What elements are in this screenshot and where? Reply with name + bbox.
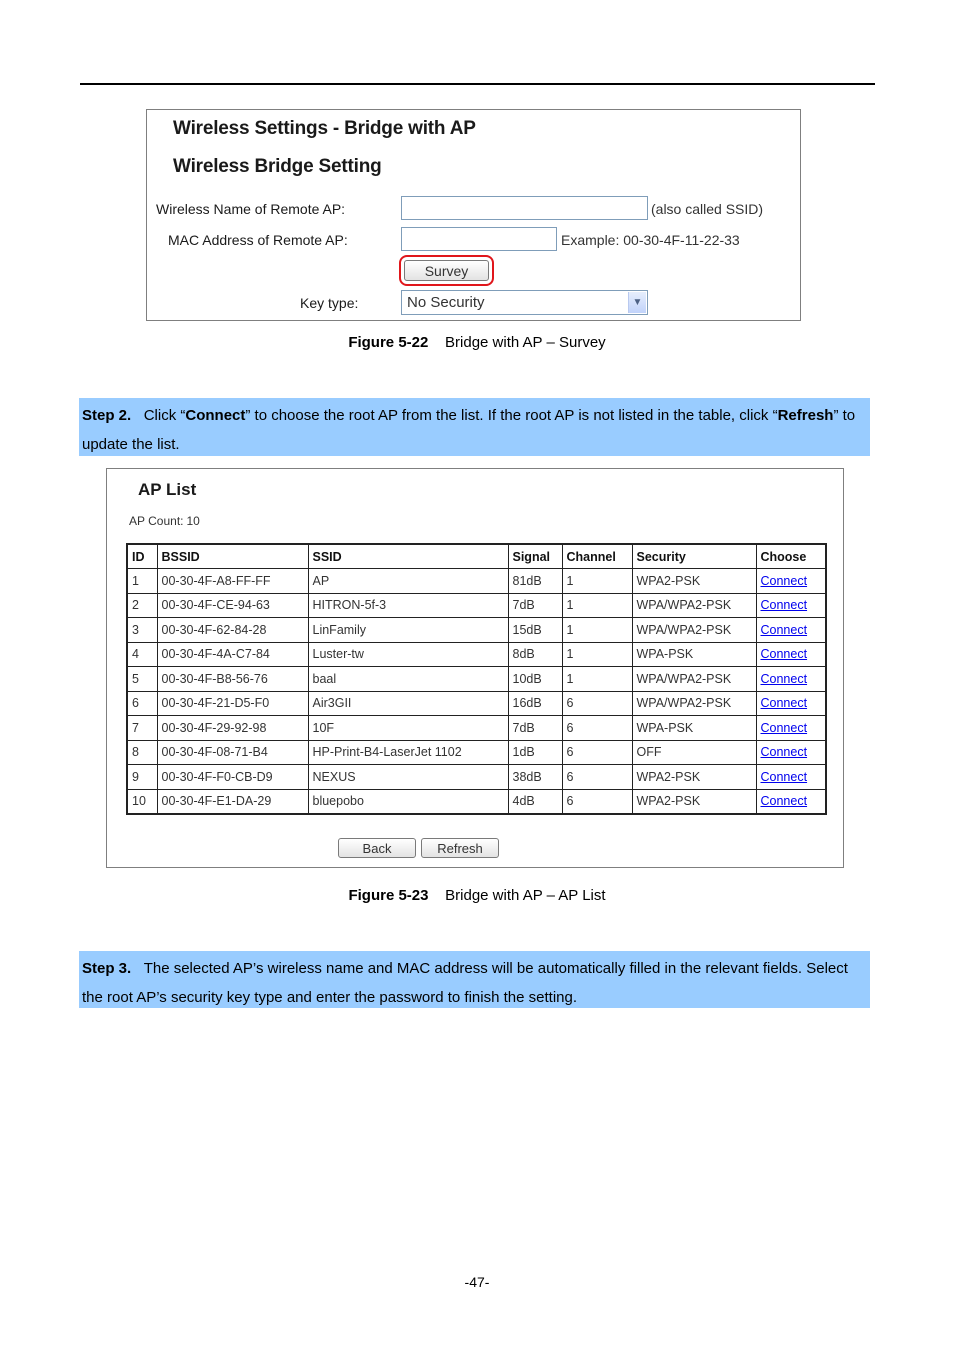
cell-id: 9 bbox=[127, 765, 157, 790]
cell-id: 2 bbox=[127, 593, 157, 618]
ap-table bbox=[126, 543, 827, 815]
cell-choose bbox=[756, 667, 826, 692]
cell-bssid: 00-30-4F-4A-C7-84 bbox=[157, 642, 308, 667]
step-text: Click “ bbox=[143, 407, 186, 424]
caption-text: Bridge with AP – Survey bbox=[445, 334, 606, 351]
cell-signal: 81dB bbox=[508, 569, 562, 594]
step-2-box bbox=[79, 398, 870, 456]
mac-label: MAC Address of Remote AP: bbox=[168, 232, 348, 248]
cell-id: 8 bbox=[127, 740, 157, 765]
connect-link[interactable]: Connect bbox=[760, 720, 808, 735]
cell-security: WPA2-PSK bbox=[632, 569, 756, 594]
cell-bssid: 00-30-4F-62-84-28 bbox=[157, 618, 308, 643]
cell-channel: 6 bbox=[562, 691, 632, 716]
cell-security: WPA/WPA2-PSK bbox=[632, 691, 756, 716]
cell-security: OFF bbox=[632, 740, 756, 765]
cell-channel: 6 bbox=[562, 716, 632, 741]
keytype-select[interactable] bbox=[401, 290, 648, 315]
cell-choose bbox=[756, 618, 826, 643]
col-id-header: ID bbox=[127, 544, 157, 569]
panel-title: Wireless Settings - Bridge with AP bbox=[173, 118, 476, 139]
page-number: -47- bbox=[464, 1274, 490, 1290]
step-text: ” to choose the root AP from the list. If the root AP is not listed in the table, click “ bbox=[245, 407, 778, 424]
caption-text: Bridge with AP – AP List bbox=[445, 887, 606, 904]
table-row bbox=[127, 716, 826, 741]
cell-bssid: 00-30-4F-08-71-B4 bbox=[157, 740, 308, 765]
cell-security: WPA2-PSK bbox=[632, 765, 756, 790]
table-row bbox=[127, 765, 826, 790]
cell-ssid: LinFamily bbox=[308, 618, 508, 643]
mac-input[interactable] bbox=[401, 227, 557, 251]
table-header-row bbox=[127, 544, 826, 569]
cell-id: 5 bbox=[127, 667, 157, 692]
ap-count bbox=[129, 514, 200, 528]
cell-channel: 1 bbox=[562, 569, 632, 594]
cell-security: WPA-PSK bbox=[632, 642, 756, 667]
cell-security: WPA2-PSK bbox=[632, 789, 756, 814]
cell-id: 6 bbox=[127, 691, 157, 716]
step-text: ” to update the list. bbox=[82, 407, 856, 453]
connect-link[interactable]: Connect bbox=[760, 671, 808, 686]
cell-signal: 38dB bbox=[508, 765, 562, 790]
cell-bssid: 00-30-4F-A8-FF-FF bbox=[157, 569, 308, 594]
table-row bbox=[127, 667, 826, 692]
cell-channel: 6 bbox=[562, 740, 632, 765]
ap-count-label: AP Count: bbox=[129, 514, 184, 528]
cell-id: 7 bbox=[127, 716, 157, 741]
cell-signal: 7dB bbox=[508, 593, 562, 618]
step-emphasis-refresh: Refresh bbox=[777, 407, 834, 424]
cell-signal: 15dB bbox=[508, 618, 562, 643]
cell-channel: 6 bbox=[562, 789, 632, 814]
cell-choose bbox=[756, 765, 826, 790]
cell-bssid: 00-30-4F-21-D5-F0 bbox=[157, 691, 308, 716]
cell-channel: 1 bbox=[562, 667, 632, 692]
col-security-header: Security bbox=[632, 544, 756, 569]
connect-link[interactable]: Connect bbox=[760, 794, 808, 808]
cell-choose bbox=[756, 593, 826, 618]
cell-bssid: 00-30-4F-CE-94-63 bbox=[157, 593, 308, 618]
cell-bssid: 00-30-4F-F0-CB-D9 bbox=[157, 765, 308, 790]
table-row bbox=[127, 642, 826, 667]
cell-signal: 16dB bbox=[508, 691, 562, 716]
refresh-button[interactable]: Refresh bbox=[421, 838, 499, 858]
keytype-label: Key type: bbox=[300, 295, 359, 311]
connect-link[interactable]: Connect bbox=[760, 745, 808, 760]
cell-id: 1 bbox=[127, 569, 157, 594]
cell-signal: 1dB bbox=[508, 740, 562, 765]
cell-bssid: 00-30-4F-29-92-98 bbox=[157, 716, 308, 741]
cell-ssid: AP bbox=[308, 569, 508, 594]
connect-link[interactable]: Connect bbox=[760, 647, 808, 662]
cell-choose bbox=[756, 740, 826, 765]
connect-link[interactable]: Connect bbox=[760, 769, 808, 784]
cell-ssid: NEXUS bbox=[308, 765, 508, 790]
caption-number: Figure 5-23 bbox=[348, 887, 429, 904]
ssid-label: Wireless Name of Remote AP: bbox=[156, 201, 346, 217]
connect-link[interactable]: Connect bbox=[760, 622, 808, 637]
ap-list-title: AP List bbox=[138, 480, 197, 499]
cell-ssid: Luster-tw bbox=[308, 642, 508, 667]
connect-link[interactable]: Connect bbox=[760, 696, 808, 711]
step-3-box bbox=[79, 951, 870, 1008]
cell-ssid: bluepobo bbox=[308, 789, 508, 814]
table-row bbox=[127, 618, 826, 643]
col-ssid-header: SSID bbox=[308, 544, 508, 569]
survey-button[interactable]: Survey bbox=[404, 260, 489, 281]
table-row bbox=[127, 691, 826, 716]
cell-channel: 6 bbox=[562, 765, 632, 790]
survey-highlight bbox=[399, 255, 494, 286]
ssid-hint: (also called SSID) bbox=[651, 201, 764, 217]
step-text: The selected AP’s wireless name and MAC address will be automatically filled in the relevant fields. Select the root AP’s security key type and enter the password to finish the setting. bbox=[82, 960, 848, 1006]
cell-signal: 10dB bbox=[508, 667, 562, 692]
cell-id: 4 bbox=[127, 642, 157, 667]
cell-security: WPA/WPA2-PSK bbox=[632, 593, 756, 618]
cell-choose bbox=[756, 569, 826, 594]
ap-count-value: 10 bbox=[186, 514, 200, 528]
cell-bssid: 00-30-4F-E1-DA-29 bbox=[157, 789, 308, 814]
chevron-down-icon[interactable]: ▼ bbox=[628, 292, 646, 313]
cell-id: 3 bbox=[127, 618, 157, 643]
back-button[interactable]: Back bbox=[338, 838, 416, 858]
cell-ssid: baal bbox=[308, 667, 508, 692]
cell-choose bbox=[756, 789, 826, 814]
cell-choose bbox=[756, 691, 826, 716]
bridge-settings-panel bbox=[146, 109, 801, 321]
figure-caption-aplist bbox=[0, 887, 954, 904]
cell-ssid: HP-Print-B4-LaserJet 1102 bbox=[308, 740, 508, 765]
ap-list-panel bbox=[106, 468, 844, 868]
cell-security: WPA/WPA2-PSK bbox=[632, 667, 756, 692]
cell-ssid: Air3GII bbox=[308, 691, 508, 716]
col-signal-header: Signal bbox=[508, 544, 562, 569]
cell-ssid: HITRON-5f-3 bbox=[308, 593, 508, 618]
cell-channel: 1 bbox=[562, 642, 632, 667]
cell-security: WPA/WPA2-PSK bbox=[632, 618, 756, 643]
cell-signal: 4dB bbox=[508, 789, 562, 814]
cell-id: 10 bbox=[127, 789, 157, 814]
step-label: Step 2. bbox=[82, 407, 132, 424]
table-row bbox=[127, 740, 826, 765]
cell-channel: 1 bbox=[562, 593, 632, 618]
col-choose-header: Choose bbox=[756, 544, 826, 569]
table-row bbox=[127, 569, 826, 594]
table-row bbox=[127, 593, 826, 618]
step-label: Step 3. bbox=[82, 960, 132, 977]
step-emphasis-connect: Connect bbox=[185, 407, 246, 424]
cell-signal: 7dB bbox=[508, 716, 562, 741]
table-row bbox=[127, 789, 826, 814]
col-channel-header: Channel bbox=[562, 544, 632, 569]
col-bssid-header: BSSID bbox=[157, 544, 308, 569]
cell-bssid: 00-30-4F-B8-56-76 bbox=[157, 667, 308, 692]
cell-ssid: 10F bbox=[308, 716, 508, 741]
header-rule bbox=[80, 83, 875, 85]
keytype-value: No Security bbox=[407, 294, 485, 311]
figure-caption-survey bbox=[0, 334, 954, 351]
ssid-input[interactable] bbox=[401, 196, 648, 220]
cell-signal: 8dB bbox=[508, 642, 562, 667]
connect-link[interactable]: Connect bbox=[760, 573, 808, 588]
mac-hint: Example: 00-30-4F-11-22-33 bbox=[561, 232, 740, 248]
cell-security: WPA-PSK bbox=[632, 716, 756, 741]
section-title: Wireless Bridge Setting bbox=[173, 156, 382, 177]
cell-channel: 1 bbox=[562, 618, 632, 643]
caption-number: Figure 5-22 bbox=[348, 334, 429, 351]
connect-link[interactable]: Connect bbox=[760, 598, 808, 613]
cell-choose bbox=[756, 716, 826, 741]
cell-choose bbox=[756, 642, 826, 667]
